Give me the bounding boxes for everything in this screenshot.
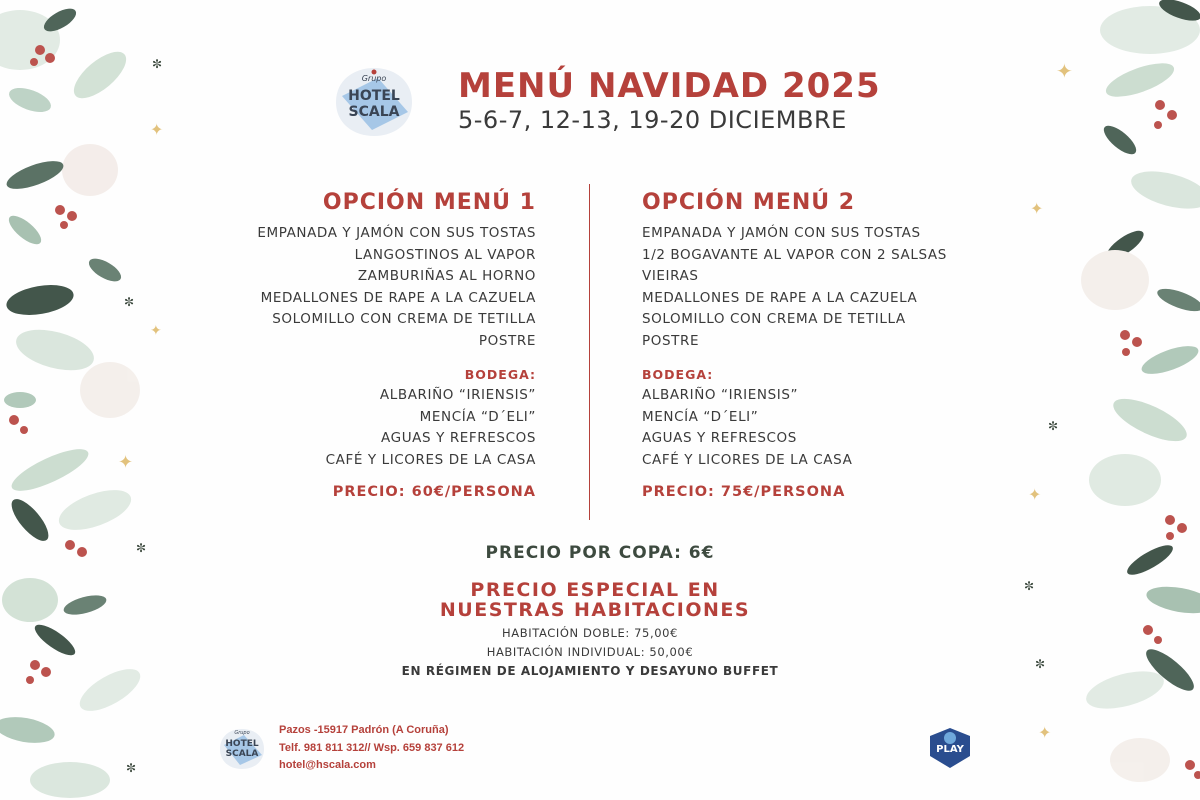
menu-2-item: MEDALLONES DE RAPE A LA CAZUELA xyxy=(642,289,918,306)
hotel-scala-logo xyxy=(332,66,416,138)
menu-1-bodega-item: AGUAS Y REFRESCOS xyxy=(381,430,536,446)
menu-2-bodega-item: CAFÉ Y LICORES DE LA CASA xyxy=(642,451,853,468)
menu-2-item: 1/2 BOGAVANTE AL VAPOR CON 2 SALSAS xyxy=(642,246,947,263)
menu-1-item: MEDALLONES DE RAPE A LA CAZUELA xyxy=(260,289,536,306)
contact-address: Pazos -15917 Padrón (A Coruña) xyxy=(279,724,449,736)
special-heading-line-1: PRECIO ESPECIAL EN xyxy=(470,579,720,601)
menu-1-bodega-item: MENCÍA “D´ELI” xyxy=(419,408,536,425)
footer-logo-grupo-text: Grupo xyxy=(234,730,250,736)
contact-info xyxy=(279,722,464,775)
svg-text:✼: ✼ xyxy=(152,57,163,71)
single-room-price: HABITACIÓN INDIVIDUAL: 50,00€ xyxy=(486,645,694,659)
menu-1-item: SOLOMILLO CON CREMA DE TETILLA xyxy=(272,311,536,327)
menu-2-item: EMPANADA Y JAMÓN CON SUS TOSTAS xyxy=(642,225,921,241)
menu-2-bodega-item: MENCÍA “D´ELI” xyxy=(642,408,759,425)
menu-2-bodega-item: AGUAS Y REFRESCOS xyxy=(642,430,797,446)
logo-grupo-text: Grupo xyxy=(361,74,387,83)
special-heading-line-2: NUESTRAS HABITACIONES xyxy=(439,599,751,621)
footer-logo-scala-text: SCALA xyxy=(225,749,259,759)
special-rooms-heading xyxy=(0,580,1190,620)
menu-2-item: VIEIRAS xyxy=(642,268,699,284)
room-regime-note: EN RÉGIMEN DE ALOJAMIENTO Y DESAYUNO BUFFET xyxy=(401,664,779,678)
svg-text:✼: ✼ xyxy=(1035,657,1046,671)
column-divider xyxy=(589,184,590,520)
svg-text:✼: ✼ xyxy=(136,541,147,555)
menu-option-2 xyxy=(642,190,947,500)
page-title: MENÚ NAVIDAD 2025 xyxy=(458,66,881,106)
logo-scala-text: SCALA xyxy=(348,104,400,120)
contact-email[interactable]: hotel@hscala.com xyxy=(279,759,376,771)
svg-text:✦: ✦ xyxy=(118,452,134,472)
menu-1-item: ZAMBURIÑAS AL HORNO xyxy=(357,268,536,284)
menu-1-item: LANGOSTINOS AL VAPOR xyxy=(354,246,536,263)
event-dates: 5-6-7, 12-13, 19-20 DICIEMBRE xyxy=(458,106,847,134)
svg-text:✼: ✼ xyxy=(126,761,137,775)
price-per-glass: PRECIO POR COPA: 6€ xyxy=(485,543,715,563)
menu-2-title: OPCIÓN MENÚ 2 xyxy=(642,190,856,215)
menu-1-bodega-label: BODEGA: xyxy=(464,367,536,382)
footer-hotel-scala-logo xyxy=(218,727,266,771)
menu-1-bodega-item: CAFÉ Y LICORES DE LA CASA xyxy=(325,451,536,468)
menu-2-price: PRECIO: 75€/PERSONA xyxy=(642,484,846,500)
play-logo xyxy=(926,726,974,770)
svg-text:✦: ✦ xyxy=(1038,725,1052,742)
menu-2-bodega-item: ALBARIÑO “IRIENSIS” xyxy=(642,387,799,403)
menu-2-bodega-label: BODEGA: xyxy=(642,367,714,382)
svg-text:✦: ✦ xyxy=(1056,61,1073,83)
menu-1-title: OPCIÓN MENÚ 1 xyxy=(322,190,536,215)
play-logo-text: PLAY xyxy=(936,744,964,755)
svg-text:✦: ✦ xyxy=(1030,201,1044,218)
menu-option-1 xyxy=(236,190,536,500)
svg-text:✼: ✼ xyxy=(124,295,135,309)
contact-phone[interactable]: Telf. 981 811 312// Wsp. 659 837 612 xyxy=(279,741,465,754)
svg-text:✦: ✦ xyxy=(150,322,162,338)
svg-text:✼: ✼ xyxy=(1024,579,1035,593)
logo-hotel-text: HOTEL xyxy=(348,88,400,104)
menu-2-item: POSTRE xyxy=(642,332,700,349)
menu-1-item: POSTRE xyxy=(478,332,536,349)
double-room-price: HABITACIÓN DOBLE: 75,00€ xyxy=(502,626,678,640)
menu-1-bodega-item: ALBARIÑO “IRIENSIS” xyxy=(379,387,536,403)
menu-1-price: PRECIO: 60€/PERSONA xyxy=(332,484,536,500)
menu-1-item: EMPANADA Y JAMÓN CON SUS TOSTAS xyxy=(257,225,536,241)
svg-text:✦: ✦ xyxy=(1028,487,1042,504)
svg-text:✦: ✦ xyxy=(150,122,164,139)
footer-logo-hotel-text: HOTEL xyxy=(225,739,259,749)
svg-text:✼: ✼ xyxy=(1048,419,1059,433)
menu-2-item: SOLOMILLO CON CREMA DE TETILLA xyxy=(642,311,906,327)
room-prices xyxy=(0,624,1180,681)
